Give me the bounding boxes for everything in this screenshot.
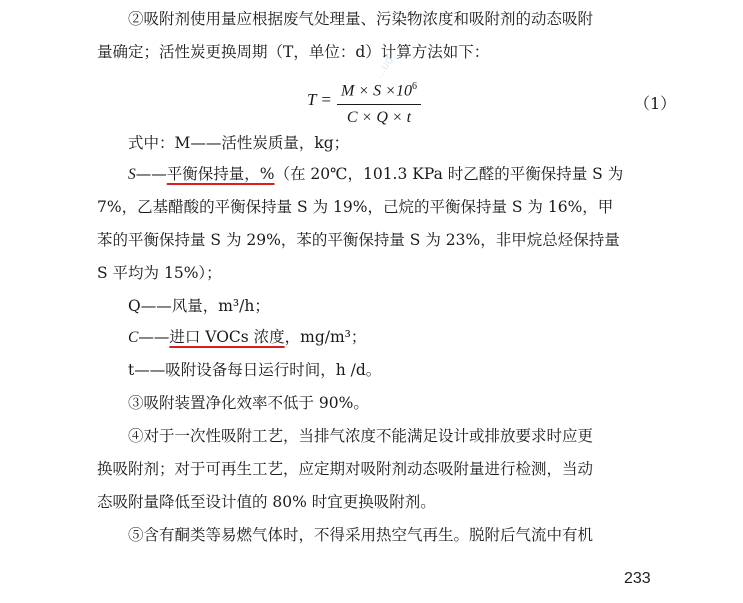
paragraph-4-line-3: 态吸附量降低至设计值的 80% 时宜更换吸附剂。 [97, 493, 436, 511]
watermark: ...ud [371, 53, 397, 81]
definition-M: 式中：M——活性炭质量，kg； [128, 134, 350, 152]
definition-S-line-4: S 平均为 15%）； [97, 264, 222, 282]
definition-S [128, 163, 743, 186]
definition-C [128, 326, 743, 349]
page-number: 233 [624, 570, 651, 587]
definition-C-rest: ，mg/m³； [284, 328, 367, 346]
paragraph-5-line-1: ⑤含有酮类等易燃气体时，不得采用热空气再生。脱附后气流中有机 [128, 526, 594, 544]
paragraph-4-line-1: ④对于一次性吸附工艺，当排气浓度不能满足设计或排放要求时应更 [128, 427, 594, 445]
dash: —— [135, 165, 167, 183]
equation-number: （1） [634, 94, 677, 113]
definition-S-rest: （在 20℃，101.3 KPa 时乙醛的平衡保持量 S 为 [274, 165, 624, 183]
definition-S-line-3: 苯的平衡保持量 S 为 29%，苯的平衡保持量 S 为 23%，非甲烷总烃保持量 [97, 231, 620, 249]
paragraph-3: ③吸附装置净化效率不低于 90%。 [128, 394, 369, 412]
dash: —— [138, 328, 170, 346]
var-C: C [128, 329, 139, 346]
var-S: S [128, 166, 136, 183]
definition-S-line-2: 7%，乙基醋酸的平衡保持量 S 为 19%，己烷的平衡保持量 S 为 16%，甲 [97, 198, 614, 216]
underlined-term-inlet-voc: 进口 VOCs 浓度 [169, 328, 285, 346]
definition-t: t——吸附设备每日运行时间，h /d。 [128, 361, 382, 379]
paragraph-4-line-2: 换吸附剂；对于可再生工艺，应定期对吸附剂动态吸附量进行检测，当动 [97, 460, 594, 478]
paragraph-2-line-1: ②吸附剂使用量应根据废气处理量、污染物浓度和吸附剂的动态吸附 [128, 10, 594, 28]
formula-lhs: T = [307, 90, 332, 109]
definition-Q: Q——风量，m³/h； [128, 297, 270, 315]
underlined-term-equilibrium: 平衡保持量，% [166, 165, 275, 183]
formula-block [0, 76, 743, 128]
formula-denominator: C × Q × t [346, 109, 412, 127]
fraction-bar [337, 104, 421, 105]
formula-fraction [337, 76, 421, 129]
paragraph-2-line-2: 量确定；活性炭更换周期（T，单位：d）计算方法如下： [97, 43, 490, 61]
formula-numerator: $M \times S \times 10^6$ [341, 81, 417, 100]
